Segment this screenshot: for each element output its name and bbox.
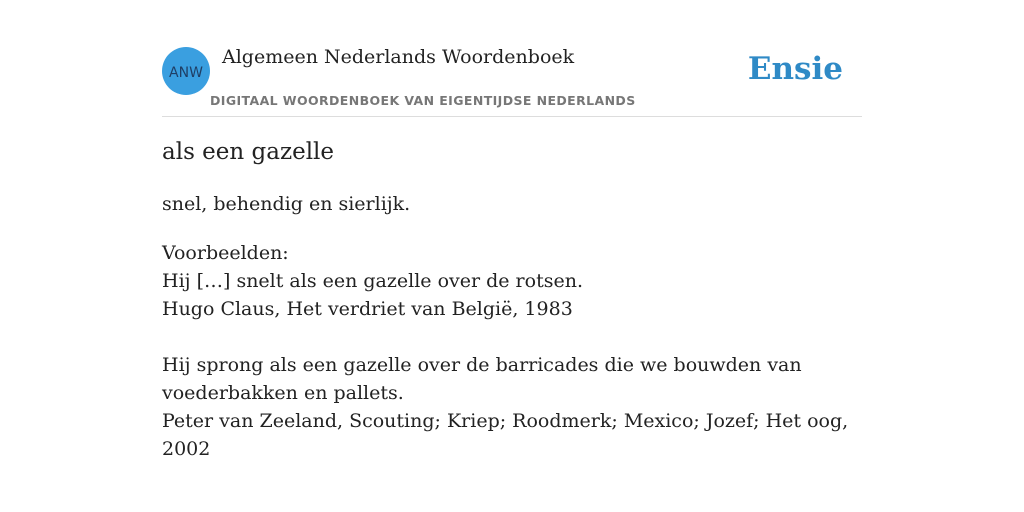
anw-logo[interactable] xyxy=(162,47,210,95)
source-title[interactable]: Algemeen Nederlands Woordenboek xyxy=(222,46,575,68)
example-source: Peter van Zeeland, Scouting; Kriep; Roodmerk; Mexico; Jozef; Het oog, 2002 xyxy=(162,410,849,460)
example-item xyxy=(162,267,862,323)
entry-title: als een gazelle xyxy=(162,139,335,165)
source-subtitle: DIGITAAL WOORDENBOEK VAN EIGENTIJDSE NEDERLANDS xyxy=(210,93,636,108)
svg-text:ANW: ANW xyxy=(169,65,203,81)
header xyxy=(162,36,862,117)
example-text: Hij sprong als een gazelle over de barricades die we bouwden van voederbakken en pallets. xyxy=(162,354,802,404)
ensie-brand-link[interactable]: Ensie xyxy=(747,51,843,87)
anw-logo-mark xyxy=(162,47,210,95)
example-source: Hugo Claus, Het verdriet van België, 1983 xyxy=(162,298,573,320)
example-item xyxy=(162,351,862,463)
entry-definition: snel, behendig en sierlijk. xyxy=(162,193,411,215)
examples-label: Voorbeelden: xyxy=(162,242,289,264)
example-text: Hij […] snelt als een gazelle over de rotsen. xyxy=(162,270,583,292)
examples-section xyxy=(162,239,862,463)
